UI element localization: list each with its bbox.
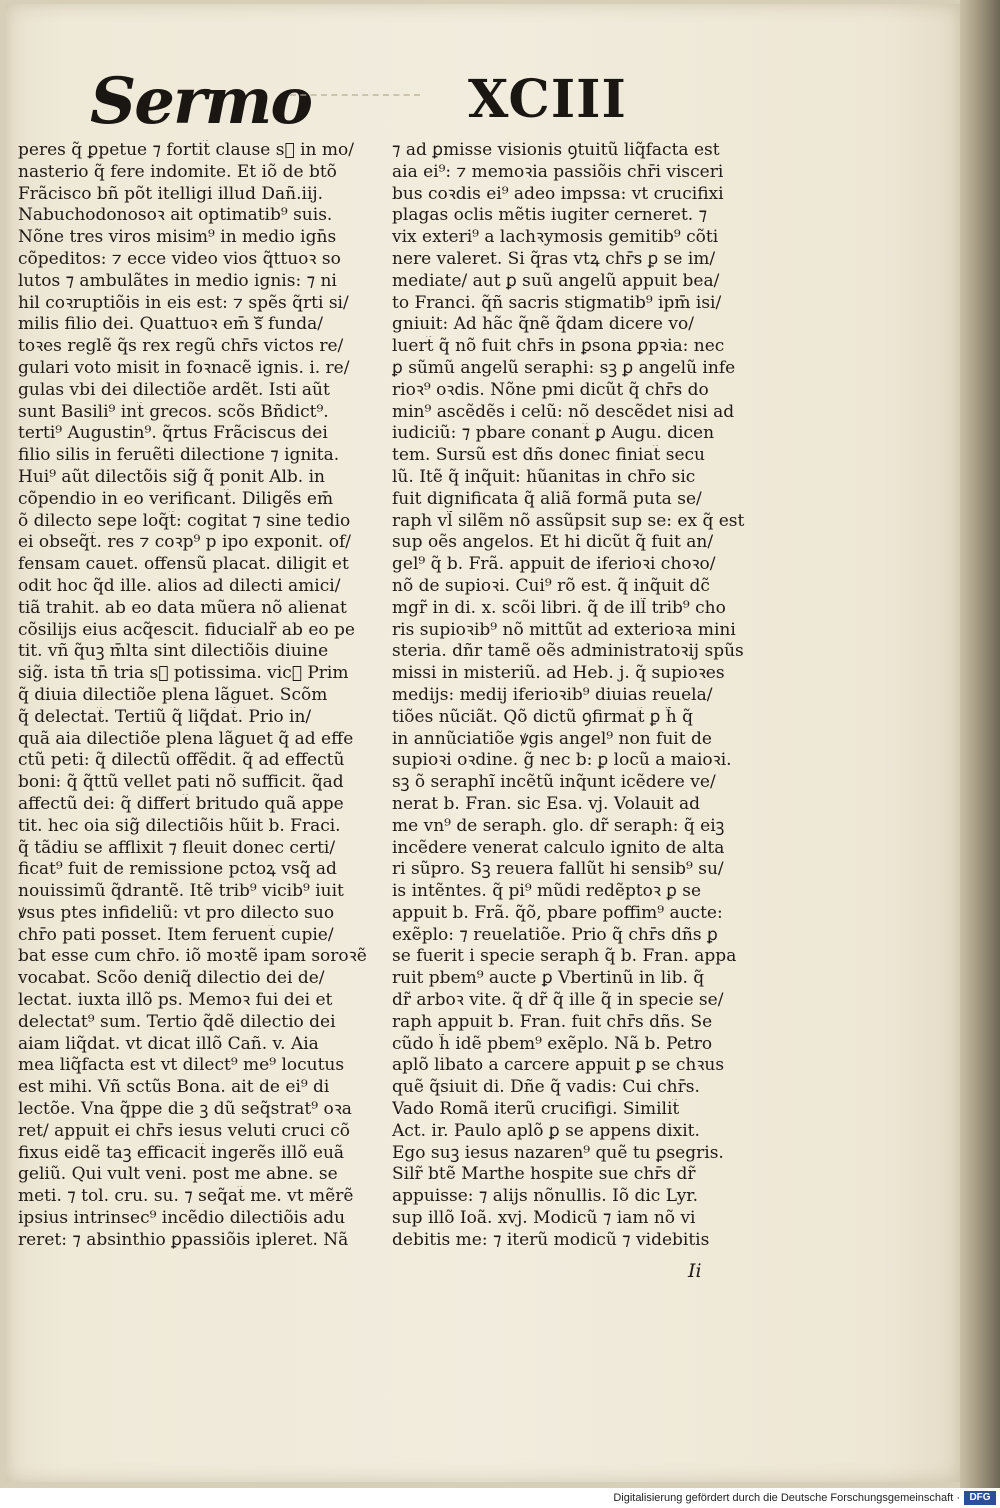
text-line: vocabat. Scõo deniq̃ dilectio dei de/	[18, 968, 325, 989]
text-line: hil coꝛruptiõis in eis est: ⁊ spẽs q̃rti si/	[18, 292, 349, 313]
text-line: Nõne tres viros misim⁹ in medio ign̄s	[18, 227, 337, 248]
text-line: steria. dñr tamẽ oẽs administratoꝛij spũs	[392, 641, 744, 662]
text-line: ⁊ ad ꝑmisse visionis ꝯtuitũ liq̃facta est	[392, 140, 720, 160]
text-line: medijs: medij iferioꝛib⁹ diuias reuela/	[392, 684, 713, 705]
text-line: to Franci. q̃ñ sacris stigmatib⁹ ipm̄ isi/	[392, 292, 722, 313]
right-text-column	[392, 140, 762, 1252]
text-line: nouissimũ q̃drantẽ. Itẽ trib⁹ vicib⁹ iuit	[18, 881, 344, 902]
text-line: tiões nũciãt. Qõ dictũ ꝯfirmat̃ ꝑ h̃ q̃	[392, 706, 693, 727]
dfg-logo: DFG	[964, 1491, 996, 1505]
text-line: gel⁹ q̃ b. Frã. appuit de iferioꝛi choꝛo/	[392, 554, 716, 575]
text-line: ruit pbem⁹ aucte ꝑ Vbertinũ in lib. q̃	[392, 968, 705, 989]
text-line: fuit dignificata q̃ aliã formã puta se/	[392, 488, 702, 509]
text-line: bus coꝛdis ei⁹ adeo impssa: vt crucifixi	[392, 183, 724, 204]
text-line: q̃ diuia dilectiõe plena lãguet. Scõm	[18, 684, 328, 705]
page-edge-shadow	[960, 0, 1000, 1488]
text-line: reret: ⁊ absinthio ꝑpassiõis ipleret. Nã	[18, 1229, 349, 1250]
text-line: cõpendio in eo verificant̃. Diligẽs em̄	[18, 488, 334, 509]
text-line: aia ei⁹: ⁊ memoꝛia passiõis chr̄i visceri	[392, 161, 724, 182]
text-line: ei obseq̃t̃. res ⁊ coꝛp⁹ p ipo exponit. of/	[18, 532, 351, 553]
text-line: lutos ⁊ ambulãtes in medio ignis: ⁊ ni	[18, 270, 337, 291]
text-line: mea liq̃facta est vt dilect⁹ me⁹ locutus	[18, 1055, 345, 1076]
text-line: quẽ q̃siuit di. Dñe q̃ vadis: Cui chr̄s.	[392, 1077, 700, 1098]
text-line: q̃ delectat̃. Tertiũ q̃ liq̃dat̃. Prio in/	[18, 706, 312, 727]
text-line: appuisse: ⁊ alijs nõnullis. Iõ dic Lyr.	[392, 1186, 698, 1207]
digitization-footer	[0, 1488, 1000, 1508]
text-line: õ dilecto sepe loq̃t̃: cogitat ⁊ sine tedio	[18, 510, 351, 531]
text-line: is intẽntes. q̃ pi⁹ mũdi redẽptoꝛ ꝑ se	[392, 881, 702, 902]
text-line: peres q̃ ꝑpetue ⁊ fortit̃ clause sᷓ in mo/	[18, 140, 354, 160]
text-line: ret/ appuit ei chr̄s iesus veluti cruci cõ	[18, 1120, 351, 1141]
text-line: lectõe. Vna q̃ppe die ꝫ dũ seq̃strat⁹ oꝛa	[18, 1099, 352, 1120]
text-line: bat esse cum chr̄o. iõ moꝛtẽ ipam soroꝛẽ	[18, 946, 367, 967]
text-line: rioꝛ⁹ oꝛdis. Nõne pmi dicũt q̃ chr̄s do	[392, 379, 709, 400]
text-line: ipsius intrinsec⁹ incẽdio dilectiõis adu	[18, 1208, 346, 1229]
text-line: raph vl̃ silẽm nõ assũpsit sup se: ex q̃ est	[392, 510, 745, 531]
text-line: gulari voto misit in foꝛnacẽ ignis. i. re/	[18, 357, 350, 378]
text-line: Frãcisco bñ põt itelligi illud Dañ.iij.	[18, 183, 324, 204]
text-line: tem. Sursũ est dñs donec finiat̃ secu	[392, 445, 705, 466]
text-line: vix exteri⁹ a lachꝛymosis gemitib⁹ cõti	[392, 227, 719, 248]
text-line: tit. hec oia sig̃ dilectiõis hũit b. Fraci.	[18, 815, 341, 836]
text-line: sunt Basili⁹ int̃ grecos. scõs Bñdict⁹.	[18, 401, 329, 422]
text-line: in annũciatiõe ꝟgis angel⁹ non fuit de	[392, 728, 712, 749]
text-line: tiã trahit. ab eo data mũera nõ alienat	[18, 597, 347, 618]
catchword: Ii	[688, 1260, 702, 1282]
text-line: nerat b. Fran. sic Esa. vj. Volauit ad	[392, 793, 701, 814]
text-line: missi in misteriũ. ad Heb. j. q̃ supioꝛes	[392, 663, 725, 684]
text-line: aiam liq̃dat. vt dicat illõ Cañ. v. Aia	[18, 1033, 319, 1054]
text-line: appuit b. Frã. q̃õ, pbare poffim⁹ aucte:	[392, 902, 723, 923]
text-line: me vn⁹ de seraph. glo. dr̃ seraph: q̃ eiꝫ	[392, 815, 725, 836]
text-line: Ego suꝫ iesus nazaren⁹ quẽ tu ꝑsegris.	[392, 1142, 724, 1163]
text-line: geliũ. Qui vult veni. post me abne. se	[18, 1164, 338, 1185]
text-line: toꝛes reglẽ q̃s rex regũ chr̄s victos re/	[18, 336, 344, 357]
text-line: affectũ dei: q̃ differt̃ britudo quã appe	[18, 793, 344, 814]
text-line: sꝫ õ seraphĩ incẽtũ inq̃unt icẽdere ve/	[392, 772, 716, 793]
text-line: sup illõ Ioã. xvj. Modicũ ⁊ iam nõ vi	[392, 1208, 696, 1229]
text-line: ficat⁹ fuit de remissione pctoꝝ vsq̃ ad	[18, 859, 337, 880]
text-line: Vado Romã iterũ crucifigi. Similit̃	[392, 1099, 680, 1120]
text-line: cõpeditos: ⁊ ecce video vios q̃ttuoꝛ so	[18, 248, 341, 269]
text-line: chr̄o pati posset. Item feruent̃ cupie/	[18, 924, 334, 945]
text-line: meti. ⁊ tol. cru. su. ⁊ seq̃at̃ me. vt mẽrẽ	[18, 1186, 354, 1207]
text-line: Nabuchodonosoꝛ ait optimatib⁹ suis.	[18, 205, 333, 226]
text-line: lectat. iuxta illõ ps. Memoꝛ fui dei et	[18, 990, 333, 1011]
text-line: dr̃ arboꝛ vite. q̃ dr̃ q̃ ille q̃ in specie se/	[392, 990, 724, 1011]
text-line: mgr̃ in di. x. scõi libri. q̃ de ill̃ trib⁹ cho	[392, 597, 726, 618]
text-line: plagas oclis mẽtis iugiter cerneret. ⁊	[392, 205, 708, 226]
text-line: sig̃. ista tn̄ tria sᷓ potissima. vicꝫ Prim	[18, 663, 349, 684]
text-line: boni: q̃ q̃ttũ vellet pati nõ sufficit. q̃ad	[18, 772, 344, 793]
text-line: terti⁹ Augustin⁹. q̃rtus Frãciscus dei	[18, 423, 328, 444]
text-line: nere valeret. Si q̃ras vtꝝ chr̄s ꝑ se im/	[392, 248, 716, 269]
text-line: Silr̃ btẽ Marthe hospite sue chr̄s dr̃	[392, 1164, 696, 1185]
text-line: Act. ir. Paulo aplõ ꝑ se appens dixit.	[392, 1120, 700, 1141]
text-line: tit. vñ q̃uꝫ m̄lta sint dilectiõis diuine	[18, 641, 329, 662]
running-head-ornament	[290, 94, 420, 116]
text-line: supioꝛi oꝛdine. g̃ nec b: ꝑ locũ a maioꝛi.	[392, 750, 732, 771]
text-line: ꝑ sũmũ angelũ seraphi: sꝫ ꝑ angelũ infe	[392, 357, 736, 378]
text-line: mediate/ aut ꝑ suũ angelũ appuit bea/	[392, 270, 720, 291]
text-line: ꝟsus ptes infideliũ: vt pro dilecto suo	[18, 902, 335, 923]
text-line: delectat⁹ sum. Tertio q̃dẽ dilectio dei	[18, 1011, 336, 1032]
text-line: cũdo h̃ idẽ pbem⁹ exẽplo. Nã b. Petro	[392, 1033, 713, 1054]
text-line: raph appuit b. Fran. fuit chr̄s dñs. Se	[392, 1011, 713, 1032]
text-line: cõsilijs eius acq̃escit. fiducialr̃ ab eo pe	[18, 619, 355, 640]
running-head-folio: XCIII	[468, 69, 627, 130]
text-line: incẽdere venerat calculo ignito de alta	[392, 837, 725, 858]
text-line: Hui⁹ aũt dilectõis sig̃ q̃ ponit Alb. in	[18, 466, 325, 487]
text-line: iudiciũ: ⁊ pbare conant̃ ꝑ Augu. dicen	[392, 423, 715, 444]
text-line: filio silis in feruẽti dilectione ⁊ ignita.	[18, 445, 340, 466]
text-line: ri sũpro. Sꝫ reuera fallũt hi sensib⁹ su/	[392, 859, 724, 880]
running-head-left: Sermo	[90, 64, 312, 139]
footer-credit: Digitalisierung gefördert durch die Deutsche Forschungsgemeinschaft ·	[613, 1492, 960, 1504]
text-line: luert̃ q̃ nõ fuit chr̄s in ꝑsona ꝑpꝛia: nec	[392, 336, 725, 357]
text-line: quã aia dilectiõe plena lãguet q̃ ad effe	[18, 728, 354, 749]
text-line: sup oẽs angelos. Et hi dicũt q̃ fuit an/	[392, 532, 714, 553]
text-line: odit hoc q̃d ille. alios ad dilecti amici/	[18, 575, 341, 596]
text-line: gniuit: Ad hãc q̃nẽ q̃dam dicere vo/	[392, 314, 694, 335]
text-line: q̃ tãdiu se afflixit ⁊ fleuit donec certi/	[18, 837, 336, 858]
text-line: ctũ peti: q̃ dilectũ offẽdit. q̃ ad effectũ	[18, 750, 345, 771]
text-line: exẽplo: ⁊ reuelatiõe. Prio q̃ chr̄s dñs ꝑ	[392, 924, 718, 945]
text-line: aplõ libato a carcere appuit ꝑ se chꝛus	[392, 1055, 725, 1076]
text-line: debitis me: ⁊ iterũ modicũ ⁊ videbitis	[392, 1229, 710, 1250]
text-line: nõ de supioꝛi. Cui⁹ rõ est. q̃ inq̃uit dc̃	[392, 575, 710, 596]
text-line: milis filio dei. Quattuoꝛ em̄ sᷓ funda/	[18, 314, 323, 335]
text-line: fensam cauet. offensũ placat. diligit et	[18, 554, 349, 575]
text-line: est mihi. Vñ sctũs Bona. ait de ei⁹ di	[18, 1077, 330, 1098]
text-line: lũ. Itẽ q̃ inq̃uit: hũanitas in chr̄o sic	[392, 466, 696, 487]
text-line: nasterio q̃ fere indomite. Et iõ de btõ	[18, 161, 337, 182]
text-line: min⁹ ascẽdẽs i celũ: nõ descẽdet nisi ad	[392, 401, 735, 422]
text-line: gulas vbi dei dilectiõe ardẽt. Isti aũt	[18, 379, 330, 400]
text-line: ris supioꝛib⁹ nõ mittũt ad exterioꝛa mini	[392, 619, 736, 640]
left-text-column	[18, 140, 388, 1252]
text-line: fixus eidẽ taꝫ efficacit̃ ingerẽs illõ euã	[18, 1142, 345, 1163]
text-line: se fuerit i specie seraph q̃ b. Fran. appa	[392, 946, 737, 967]
